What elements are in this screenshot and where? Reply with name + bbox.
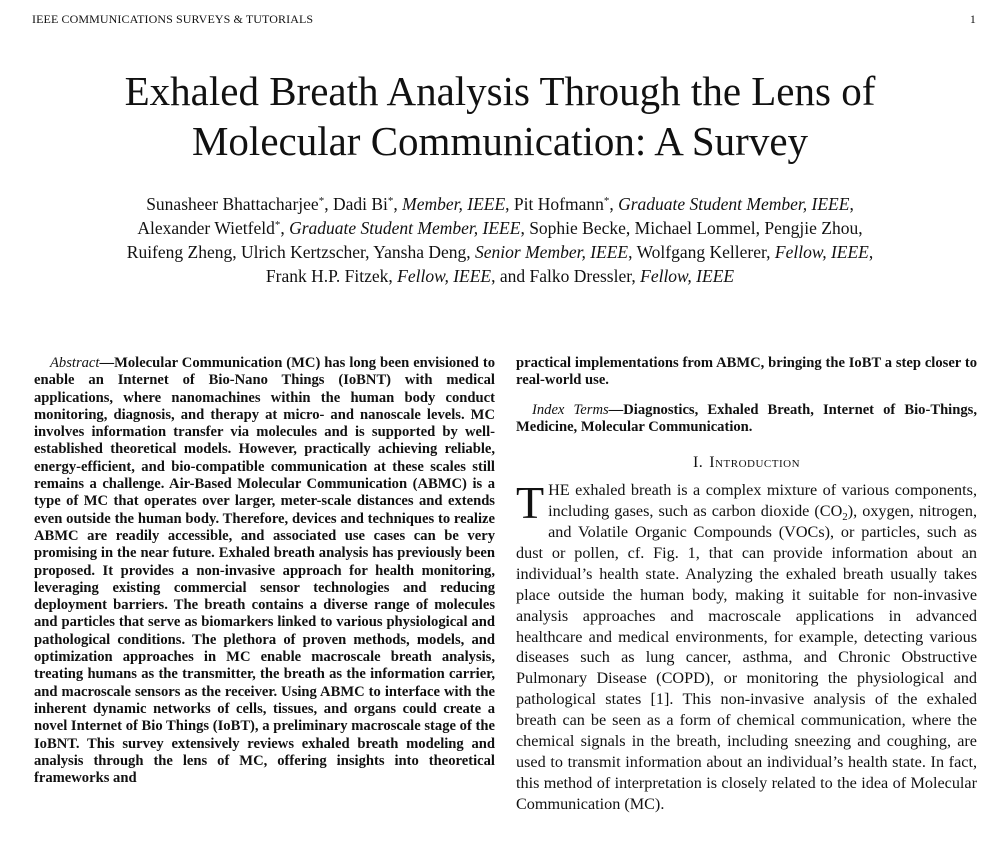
author-role: Graduate Student Member, IEEE (289, 218, 521, 238)
author-list (40, 192, 960, 288)
author-role: Fellow, IEEE (774, 242, 869, 262)
separator: , and (491, 266, 530, 286)
author-role: Senior Member, IEEE (475, 242, 629, 262)
separator: , (766, 242, 775, 262)
author-role: Graduate Student Member, IEEE (618, 194, 850, 214)
separator: , (755, 218, 765, 238)
author-name: Falko Dressler (529, 266, 632, 286)
separator: , (628, 242, 637, 262)
author-line-4 (40, 264, 960, 288)
affiliation-marker: * (318, 195, 325, 207)
separator: , (631, 266, 641, 286)
separator: , (365, 242, 374, 262)
separator: , (466, 242, 476, 262)
separator: , (868, 242, 874, 262)
author-name: Ulrich Kertzscher (240, 242, 366, 262)
section-heading (516, 454, 977, 472)
separator: , (849, 194, 854, 214)
author-name: Alexander Wietfeld (137, 218, 275, 238)
author-name: Sophie Becke (529, 218, 626, 238)
section-number: I. (692, 454, 704, 472)
separator: , (324, 194, 333, 214)
abstract-heading: Abstract (50, 355, 100, 371)
title-line-1: Exhaled Breath Analysis Through the Lens of (124, 68, 876, 114)
index-terms-heading: Index Terms (532, 401, 609, 418)
separator: , (609, 194, 619, 214)
separator: , (625, 218, 635, 238)
affiliation-marker: * (274, 219, 281, 231)
intro-text-rest: ), oxygen, nitrogen, and Volatile Organic Compounds (VOCs), or particles, such as dust or pollen, cf. Fig. 1, that can provide information about an individual’s health state. Analyzing the exhaled breath usually takes place outside the human body, making it suitable for non-invasive analysis approaches and macroscale applications in advanced healthcare and medical environments, for example, detecting various diseases such as lung cancer, asthma, and Chronic Obstructive Pulmonary Disease (COPD), or monitoring the physiological and pathological states [1]. This non-invasive analysis of the exhaled breath can be seen as a form of chemical communication, where the chemical signals in the breath, including sneezing and coughing, are used to transmit information about an individual’s health state. In fact, this method of interpretation is closely related to the idea of Molecular Communication (MC). (516, 502, 977, 813)
author-role: Fellow, IEEE (397, 266, 492, 286)
separator: , (388, 266, 398, 286)
author-name: Michael Lommel (634, 218, 756, 238)
left-column (34, 355, 495, 787)
separator: , (232, 242, 241, 262)
index-terms-text: Diagnostics, Exhaled Breath, Internet of Bio-Things, Medicine, Molecular Communication. (516, 401, 977, 435)
author-name: Yansha Deng (373, 242, 467, 262)
page-number: 1 (969, 12, 976, 26)
title-line-2: Molecular Communication: A Survey (191, 118, 809, 164)
journal-name: IEEE COMMUNICATIONS SURVEYS & TUTORIALS (32, 12, 314, 26)
author-name: Pit Hofmann (513, 194, 604, 214)
abstract-dash: — (99, 355, 115, 371)
author-name: Sunasheer Bhattacharjee (146, 194, 319, 214)
drop-cap: T (516, 477, 545, 529)
affiliation-marker: * (387, 195, 394, 207)
abstract-text: Molecular Communication (MC) has long been envisioned to enable an Internet of Bio-Nano Things (IoBNT) with medical applications, where nanomachines within the human body conduct monitoring, diagnosis, and therapy at micro- and nanoscale levels. MC involves information transfer via molecules and is supported by well-established theoretical models. However, practically achieving reliable, energy-efficient, and bio-compatible communication at these scales still remains a challenge. Air-Based Molecular Communication (ABMC) is a type of MC that operates over larger, meter-scale distances and extends even outside the human body. Therefore, devices and techniques to realize ABMC are readily accessible, and associated use cases can be very promising in the near future. Exhaled breath analysis has previously been proposed. It provides a non-invasive approach for health monitoring, leveraging existing commercial sensor technologies and reducing deployment barriers. The breath contains a diverse range of molecules and particles that serve as biomarkers linked to various physiological and pathological conditions. The plethora of proven methods, models, and optimization approaches in MC enable macroscale breath analysis, treating humans as the transmitter, the breath as the information carrier, and macroscale sensors as the receiver. Using ABMC to interface with the inherent dynamic networks of cells, tissues, and organs could create a novel Internet of Bio Things (IoBT), a preliminary macroscale stage of the IoBNT. This survey extensively reviews exhaled breath modeling and analysis through the lens of MC, offering insights into theoretical frameworks and (34, 355, 495, 787)
author-name: Frank H.P. Fitzek (265, 266, 389, 286)
author-role: Member, IEEE (402, 194, 506, 214)
separator: , (858, 218, 863, 238)
separator: , (280, 218, 290, 238)
author-name: Dadi Bi (332, 194, 388, 214)
author-role: Fellow, IEEE (640, 266, 735, 286)
author-name: Ruifeng Zheng (126, 242, 233, 262)
intro-text-start: HE exhaled breath is a complex mixture of various components, including gases, such as carbon dioxide (CO (548, 481, 977, 521)
author-name: Wolfgang Kellerer (636, 242, 767, 262)
author-name: Pengjie Zhou (764, 218, 859, 238)
separator: , (393, 194, 403, 214)
paper-title (40, 66, 960, 166)
author-line-3 (40, 240, 960, 264)
author-line-2 (40, 216, 960, 240)
author-line-1 (40, 192, 960, 216)
section-title: Introduction (709, 454, 801, 472)
separator: , (520, 218, 530, 238)
subscript: 2 (842, 511, 848, 524)
right-column (516, 355, 977, 815)
abstract-continuation: practical implementations from ABMC, bringing the IoBT a step closer to real-world use. (516, 355, 977, 389)
separator: , (505, 194, 514, 214)
introduction-paragraph (516, 477, 977, 815)
affiliation-marker: * (603, 195, 610, 207)
index-terms-dash: — (608, 401, 624, 418)
abstract (34, 355, 495, 787)
running-header (32, 12, 976, 28)
index-terms (516, 402, 977, 437)
